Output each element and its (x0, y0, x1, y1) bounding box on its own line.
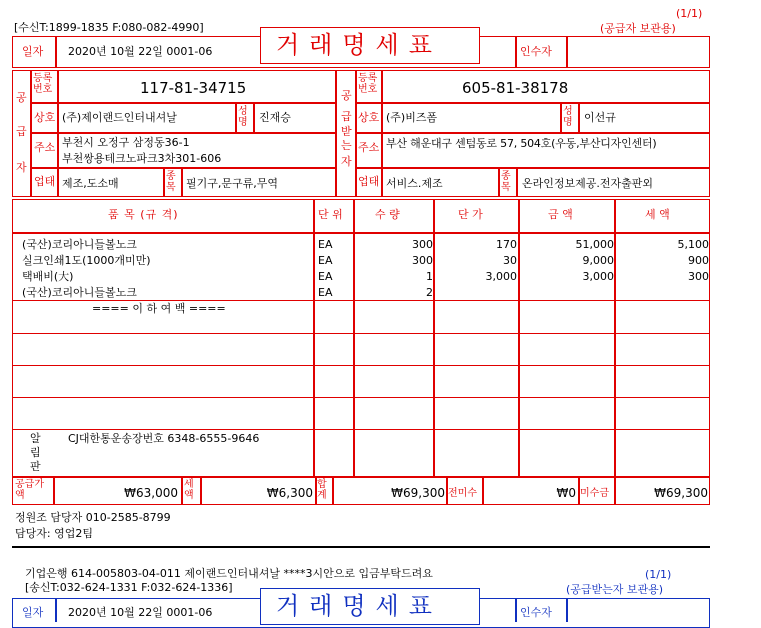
supplier-item: 필기구,문구류,무역 (186, 177, 279, 190)
row-2-name: 실크인쇄1도(1000개미만) (22, 254, 151, 267)
fax-line: [수신T:1899-1835 F:080-082-4990] (14, 21, 204, 34)
unpaid-value: ₩0 (556, 486, 576, 500)
buyer-side-5: 자 (341, 155, 352, 168)
buyer-item: 온라인정보제공.전자출판외 (522, 177, 654, 190)
col-header-tax: 세 액 (645, 208, 670, 221)
supplier-name-label: 상호 (34, 111, 56, 124)
notice-label-1: 알 (30, 432, 41, 445)
buyer-side-2: 급 (341, 110, 352, 123)
notice-label-3: 판 (30, 460, 41, 473)
buyer-addr: 부산 해운대구 센텀동로 57, 504호(우동,부산디자인센터) (386, 137, 657, 150)
row-3-price: 3,000 (485, 270, 517, 283)
supplier-side-3: 자 (16, 161, 27, 174)
total-value: ₩69,300 (391, 486, 445, 500)
buyer-side-3: 받 (341, 125, 352, 138)
buyer-addr-label: 주소 (358, 141, 380, 154)
col-header-amount: 금 액 (548, 208, 573, 221)
row-1-unit: EA (318, 238, 333, 251)
supplier-name: (주)제이랜드인터내셔날 (62, 111, 177, 124)
row-1-amount: 51,000 (575, 238, 614, 251)
row-1-name: (국산)코리아니들볼노크 (22, 238, 137, 251)
row-3-qty: 1 (426, 270, 433, 283)
row-4-name: (국산)코리아니들볼노크 (22, 286, 137, 299)
copy-label: (공급자 보관용) (600, 22, 676, 35)
buyer-name-label: 상호 (358, 111, 380, 124)
col-header-price: 단 가 (458, 208, 483, 221)
row-4-qty: 2 (426, 286, 433, 299)
row-3-tax: 300 (688, 270, 709, 283)
tax-value: ₩6,300 (266, 486, 313, 500)
supplier-reg-label: 등록번호 (33, 73, 53, 95)
date-label: 일자 (22, 45, 44, 58)
buyer-biz-label: 업태 (358, 175, 380, 188)
receiver-label: 인수자 (520, 45, 552, 58)
row-3-unit: EA (318, 270, 333, 283)
balance-value: ₩69,300 (654, 486, 708, 500)
document-title: 거래명세표 (276, 31, 442, 59)
row-2-unit: EA (318, 254, 333, 267)
col-header-unit: 단 위 (318, 208, 343, 221)
unpaid-label: 전미수 (448, 488, 477, 499)
divider (12, 546, 710, 548)
balance-label: 미수금 (580, 488, 609, 499)
supplier-side-2: 급 (16, 125, 27, 138)
date-value: 2020년 10월 22일 0001-06 (68, 45, 213, 58)
supplier-side-1: 공 (16, 91, 27, 104)
supplier-addr-2: 부천쌍용테크노파크3차301-606 (62, 152, 222, 165)
row-1-qty: 300 (412, 238, 433, 251)
contact-line-1: 정원조 담당자 010-2585-8799 (15, 511, 171, 524)
contact-line-2: 담당자: 영업2팀 (15, 527, 93, 540)
col-header-qty: 수 량 (375, 208, 400, 221)
buyer-reg-label: 등록번호 (358, 73, 378, 95)
row-3-amount: 3,000 (582, 270, 614, 283)
tax-label: 세액 (184, 479, 194, 501)
end-marker: ==== 이 하 여 백 ==== (92, 302, 226, 315)
supply-value: ₩63,000 (124, 486, 178, 500)
row-1-tax: 5,100 (677, 238, 709, 251)
supplier-reg-no: 117-81-34715 (140, 79, 247, 97)
row-4-unit: EA (318, 286, 333, 299)
row-2-amount: 9,000 (582, 254, 614, 267)
supplier-addr-1: 부천시 오정구 삼정동36-1 (62, 136, 190, 149)
second-receiver-label: 인수자 (520, 606, 552, 619)
buyer-reg-no: 605-81-38178 (462, 79, 569, 97)
second-fax-line: [송신T:032-624-1331 F:032-624-1336] (25, 581, 233, 594)
page-indicator: (1/1) (676, 7, 703, 20)
buyer-biz: 서비스.제조 (386, 177, 443, 190)
second-copy-label: (공급받는자 보관용) (566, 583, 664, 596)
supply-label: 공급가액 (15, 479, 44, 501)
buyer-side-4: 는 (341, 139, 352, 152)
buyer-item-label: 종목 (501, 171, 511, 193)
second-date-value: 2020년 10월 22일 0001-06 (68, 606, 213, 619)
row-1-price: 170 (496, 238, 517, 251)
supplier-item-label: 종목 (166, 171, 176, 193)
row-2-tax: 900 (688, 254, 709, 267)
supplier-biz-label: 업태 (34, 175, 56, 188)
second-document-title: 거래명세표 (276, 592, 442, 620)
notice-text: CJ대한통운송장번호 6348-6555-9646 (68, 432, 260, 445)
row-2-qty: 300 (412, 254, 433, 267)
supplier-rep-label: 성명 (238, 106, 248, 128)
notice-label-2: 림 (30, 446, 41, 459)
total-label: 합계 (317, 479, 327, 501)
bank-info: 기업은행 614-005803-04-011 제이랜드인터내셔날 ****3시안으로 입금부탁드려요 (25, 567, 433, 580)
buyer-rep-label: 성명 (563, 106, 573, 128)
buyer-side-1: 공 (341, 89, 352, 102)
supplier-biz: 제조,도소매 (62, 177, 119, 190)
row-3-name: 택배비(大) (22, 270, 74, 283)
supplier-addr-label: 주소 (34, 141, 56, 154)
supplier-rep: 진재승 (259, 111, 291, 124)
col-header-item: 품 목 (규 격) (108, 208, 179, 221)
second-date-label: 일자 (22, 606, 44, 619)
second-page-indicator: (1/1) (645, 568, 672, 581)
buyer-rep: 이선규 (584, 111, 616, 124)
row-2-price: 30 (503, 254, 517, 267)
buyer-name: (주)비즈폼 (386, 111, 438, 124)
